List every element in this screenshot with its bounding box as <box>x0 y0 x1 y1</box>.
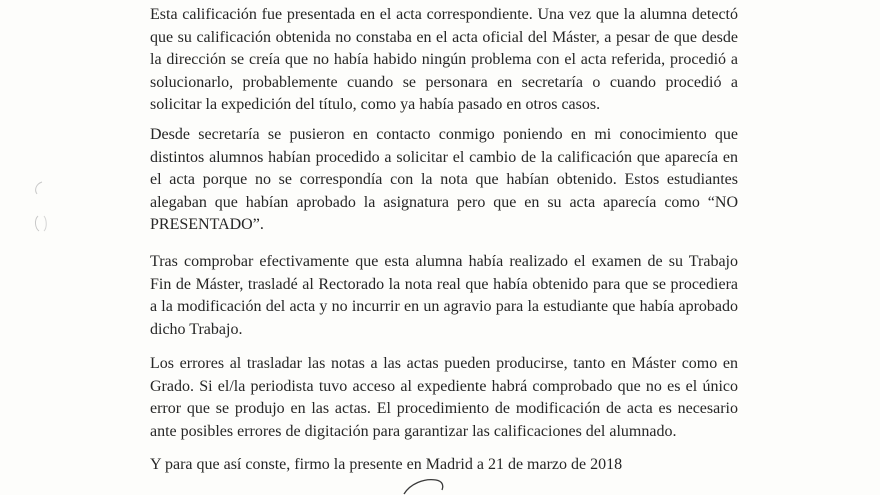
paragraph-1: Esta calificación fue presentada en el acta correspondiente. Una vez que la alumna detectó que su calificación obtenida no constaba en el acta oficial del Máster, a pesar de que desde la dirección se creía que no había habido ningún problema con el acta referida, procedió a solucionarlo, probablemente cuando se personara en secretaría o cuando procedió a solicitar la expedición del título, como ya había pasado en otros casos. <box>150 6 738 113</box>
closing-statement: Y para que así conste, firmo la presente en Madrid a 21 de marzo de 2018 <box>150 456 623 473</box>
paragraph-4: Los errores al trasladar las notas a las actas pueden producirse, tanto en Máster como en Grado. Si el/la periodista tuvo acceso al expediente habrá comprobado que no es el único error que se produjo en las actas. El procedimiento de modificación de acta es necesario ante posibles errores de digitación para garantizar las calificaciones del alumnado. <box>150 355 738 440</box>
paragraph-2: Desde secretaría se pusieron en contacto conmigo poniendo en mi conocimiento que distintos alumnos habían procedido a solicitar el cambio de la calificación que aparecía en el acta porque no se correspondía con la nota que habían obtenido. Estos estudiantes alegaban que habían aprobado la asignatura pero que en su acta aparecía como “NO PRESENTADO”. <box>150 126 738 233</box>
punch-hole-mark <box>28 178 58 238</box>
paragraph-3: Tras comprobar efectivamente que esta alumna había realizado el examen de su Trabajo Fin de Máster, trasladé al Rectorado la nota real que había obtenido para que se procediera a la modificación del acta y no incurrir en un agravio para la estudiante que había aprobado dicho Trabajo. <box>150 253 738 338</box>
signature-stroke <box>400 476 450 495</box>
